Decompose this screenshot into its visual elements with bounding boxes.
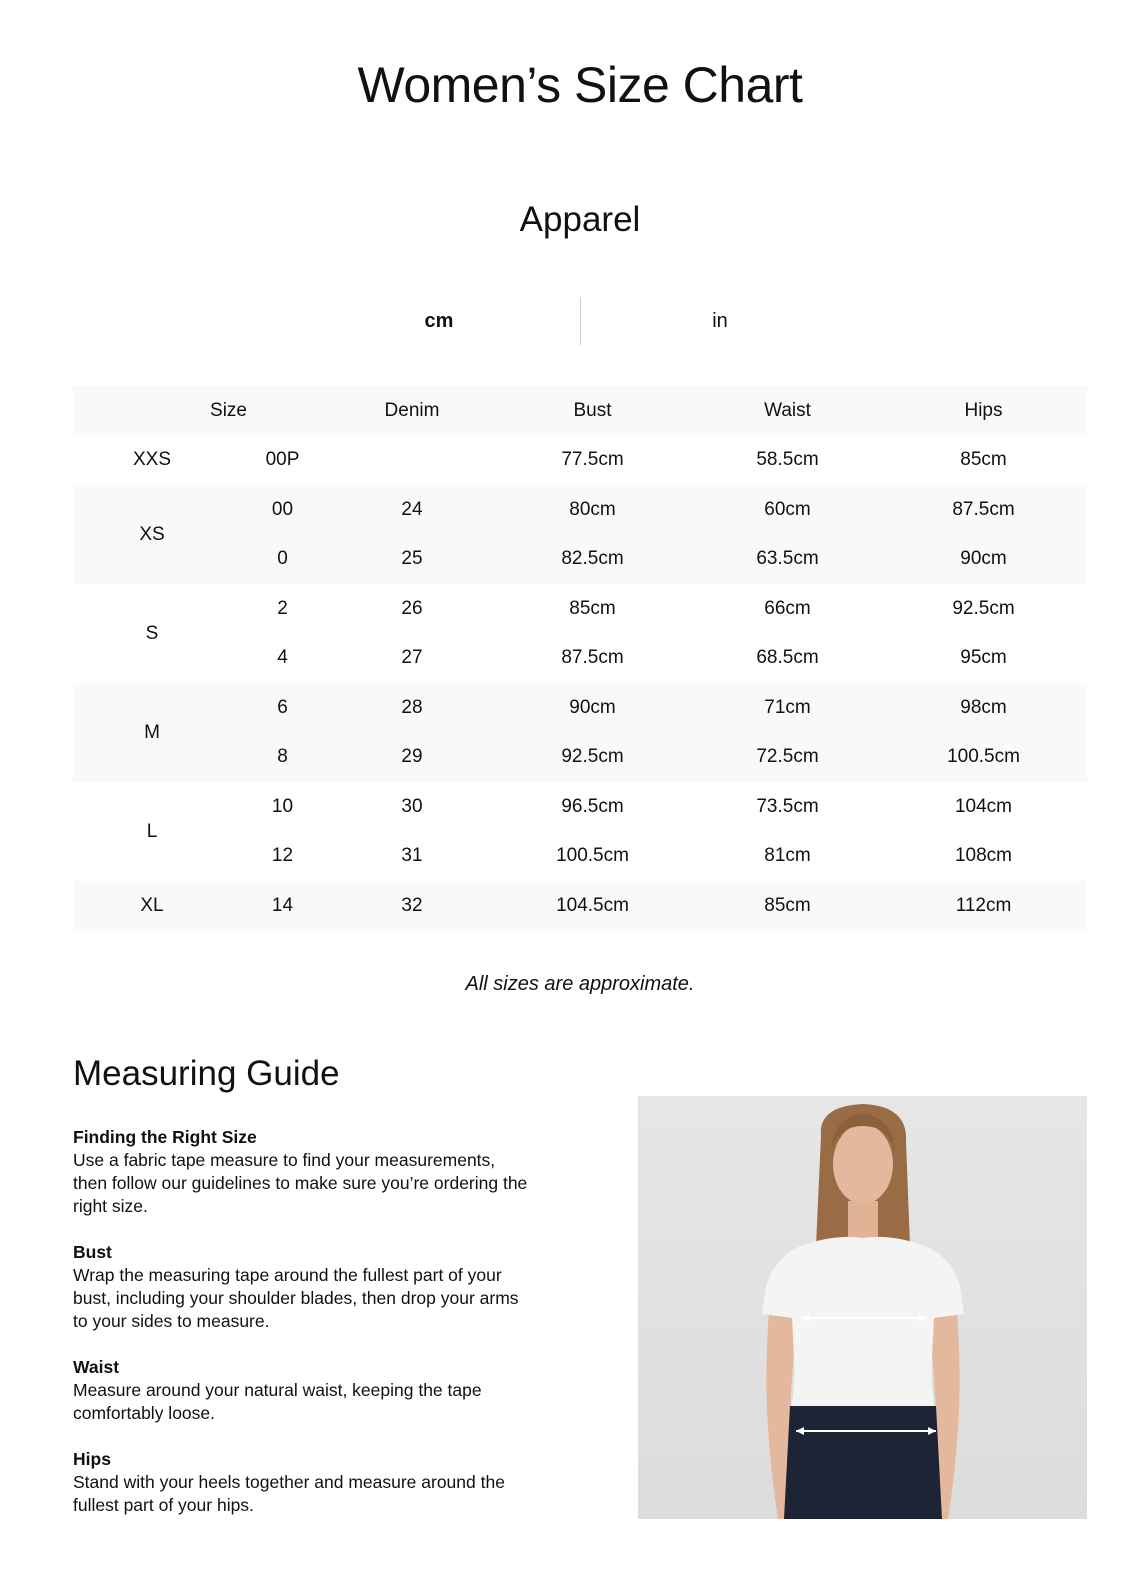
header-hips: Hips [964, 399, 1003, 421]
header-size: Size [210, 399, 247, 421]
waist-value: 81cm [764, 845, 811, 867]
header-denim: Denim [384, 399, 440, 421]
bust-value: 104.5cm [556, 894, 629, 916]
bust-value: 96.5cm [561, 795, 624, 817]
us-size: 00 [271, 498, 294, 520]
denim-size: 24 [401, 498, 423, 520]
denim-size: 30 [401, 795, 423, 817]
guide-bust [73, 1241, 533, 1333]
denim-size: 26 [401, 597, 423, 619]
size-label: XL [140, 894, 164, 916]
guide-heading: Hips [73, 1449, 111, 1469]
size-label: S [145, 622, 159, 644]
table-row [73, 881, 1087, 931]
hips-value: 100.5cm [947, 746, 1020, 768]
waist-value: 63.5cm [756, 548, 819, 570]
denim-size: 27 [401, 647, 423, 669]
denim-size: 31 [401, 845, 423, 867]
table-header-row [73, 386, 1087, 436]
us-size: 8 [277, 746, 288, 768]
us-size: 2 [277, 597, 288, 619]
size-label: XS [139, 523, 165, 545]
hips-value: 92.5cm [952, 597, 1015, 619]
denim-size: 28 [401, 696, 423, 718]
hips-value: 112cm [955, 894, 1012, 916]
guide-waist [73, 1356, 533, 1425]
size-table [73, 386, 1087, 931]
denim-size: 29 [401, 746, 423, 768]
waist-value: 66cm [764, 597, 811, 619]
hips-value: 90cm [960, 548, 1007, 570]
bust-value: 90cm [569, 696, 616, 718]
waist-value: 72.5cm [756, 746, 819, 768]
table-row [73, 782, 1087, 832]
face-shape [833, 1124, 893, 1204]
bust-value: 87.5cm [561, 647, 624, 669]
section-title-apparel: Apparel [519, 200, 641, 239]
neck-shape [848, 1201, 878, 1243]
guide-hips [73, 1448, 533, 1517]
measuring-guide-title: Measuring Guide [73, 1054, 340, 1093]
us-size: 6 [277, 696, 288, 718]
hips-value: 98cm [960, 696, 1007, 718]
table-row [73, 683, 1087, 733]
guide-body: Stand with your heels together and measure around the fullest part of your hips. [73, 1472, 505, 1515]
us-size: 00P [265, 449, 300, 471]
unit-in-button[interactable] [580, 297, 860, 345]
bust-value: 80cm [569, 498, 616, 520]
guide-heading: Finding the Right Size [73, 1127, 257, 1147]
denim-size: 25 [401, 548, 423, 570]
guide-finding-size [73, 1126, 533, 1218]
table-row [73, 584, 1087, 634]
waist-value: 58.5cm [756, 449, 819, 471]
waist-value: 68.5cm [756, 647, 819, 669]
waist-value: 73.5cm [756, 795, 819, 817]
hips-value: 104cm [954, 795, 1013, 817]
unit-cm-button[interactable] [300, 297, 580, 345]
us-size: 12 [271, 845, 294, 867]
measuring-guide-photo [638, 1096, 1087, 1519]
us-size: 4 [277, 647, 288, 669]
waist-value: 85cm [764, 894, 811, 916]
us-size: 14 [271, 894, 294, 916]
guide-body: Wrap the measuring tape around the fullest part of your bust, including your shoulder blades, then drop your arms to your sides to measure. [73, 1265, 519, 1331]
table-row [73, 436, 1087, 486]
size-label: XXS [132, 449, 172, 471]
page-title: Women’s Size Chart [357, 57, 803, 113]
size-label: L [146, 820, 158, 842]
table-row [73, 485, 1087, 535]
header-bust: Bust [573, 399, 612, 421]
us-size: 0 [277, 548, 288, 570]
us-size: 10 [271, 795, 294, 817]
denim-size [334, 436, 490, 486]
unit-in-label: in [712, 310, 728, 332]
waist-value: 60cm [764, 498, 811, 520]
denim-size: 32 [401, 894, 423, 916]
bust-value: 85cm [569, 597, 616, 619]
bust-value: 82.5cm [561, 548, 624, 570]
measuring-guide-text [73, 1126, 533, 1540]
guide-heading: Waist [73, 1357, 120, 1377]
bust-value: 100.5cm [556, 845, 629, 867]
guide-body: Use a fabric tape measure to find your measurements, then follow our guidelines to make sure you’re ordering the right size. [73, 1150, 528, 1216]
size-label: M [144, 721, 160, 743]
header-waist: Waist [764, 399, 811, 421]
bust-value: 92.5cm [561, 746, 624, 768]
approximate-note: All sizes are approximate. [465, 973, 695, 995]
jeans-shape [784, 1406, 942, 1519]
unit-toggle [300, 297, 860, 345]
model-illustration [638, 1096, 1087, 1519]
guide-body: Measure around your natural waist, keeping the tape comfortably loose. [73, 1380, 482, 1423]
hips-value: 87.5cm [952, 498, 1015, 520]
unit-cm-label: cm [424, 310, 454, 332]
bust-value: 77.5cm [561, 449, 624, 471]
hips-value: 95cm [960, 647, 1007, 669]
hips-value: 85cm [960, 449, 1007, 471]
hips-value: 108cm [954, 845, 1013, 867]
guide-heading: Bust [73, 1242, 112, 1262]
waist-value: 71cm [764, 696, 811, 718]
